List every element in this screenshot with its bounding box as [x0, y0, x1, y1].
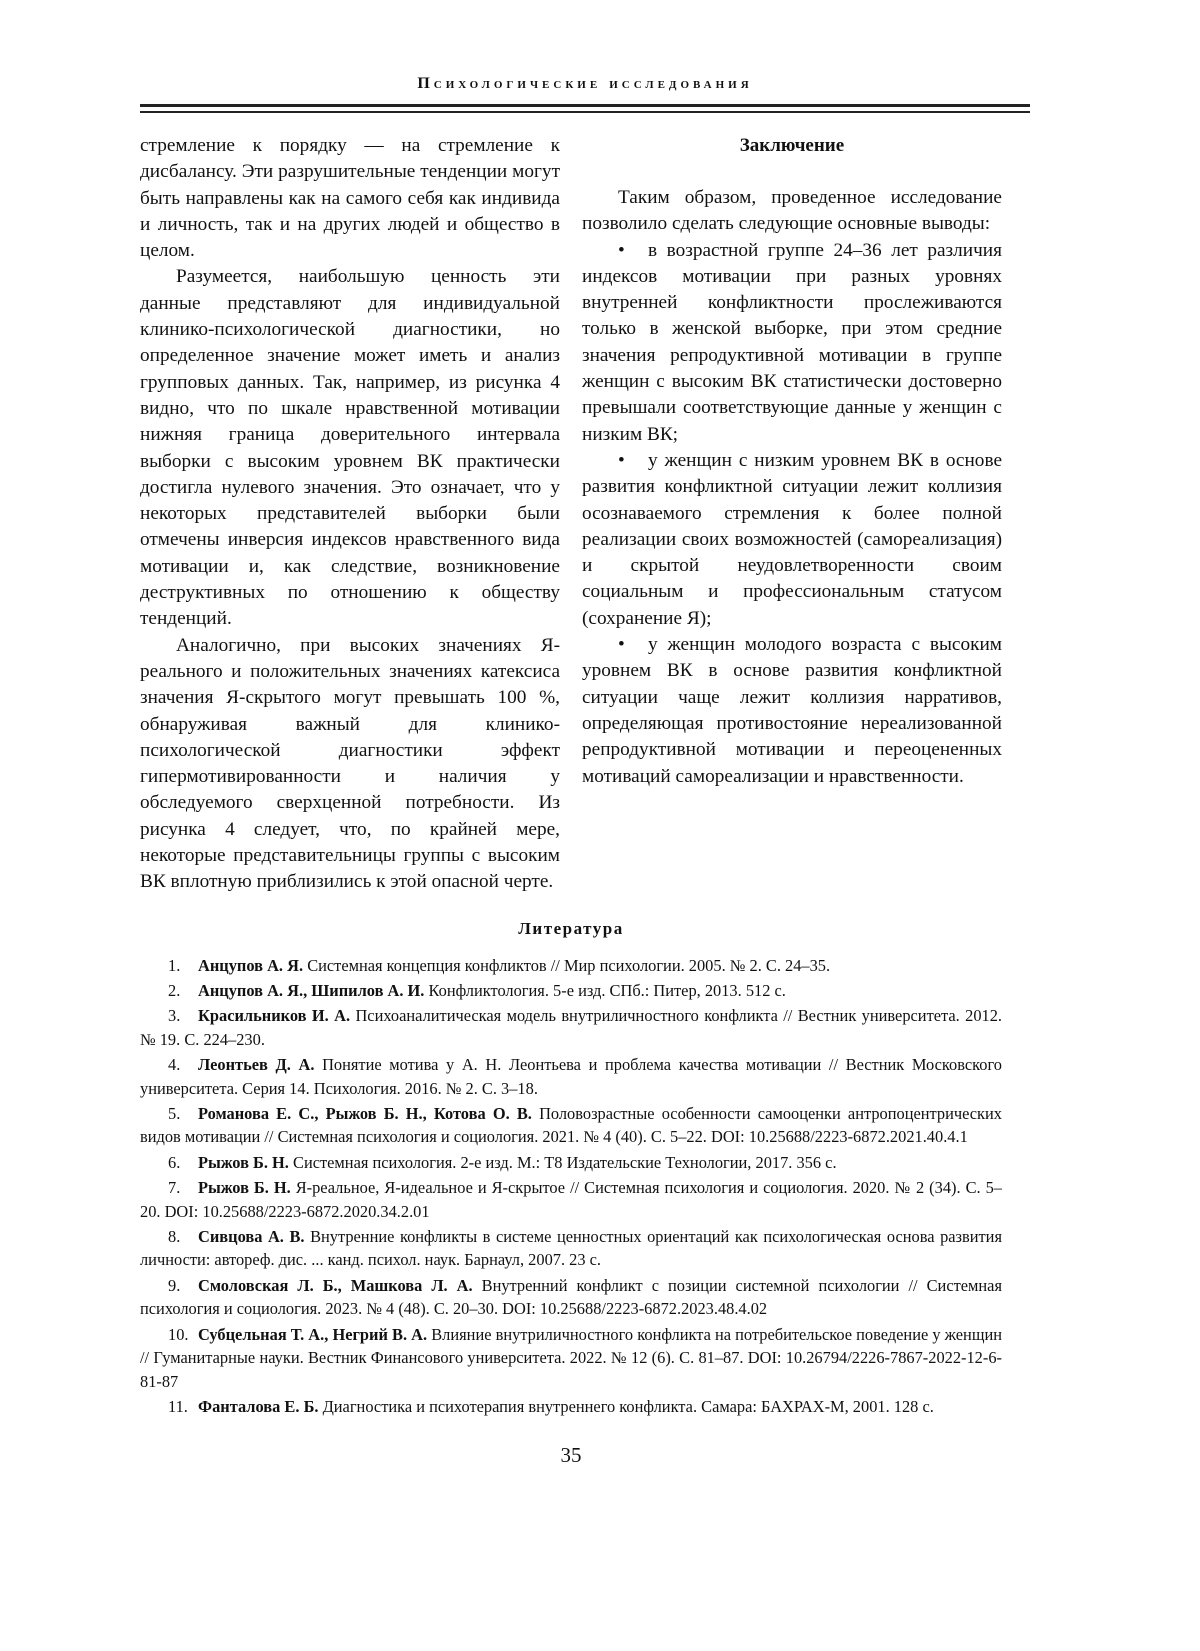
section-heading: Заключение	[582, 133, 1002, 159]
reference-text: Внутренний конфликт с позиции системной психологии // Системная психология и социология. 2023. № 4 (48). С. 20–30. DOI: 10.25688/2223-6872.2023.48.4.02	[140, 1276, 1002, 1318]
paragraph: Аналогично, при высоких значениях Я-реального и положительных значениях катексиса значения Я-скрытого могут превышать 100 %, обнаруживая важный для клинико-психологической диагностики эффект гипермотивированности и наличия у обследуемого сверхценной потребности. Из рисунка 4 следует, что, по крайней мере, некоторые представительницы группы с высоким ВК вплотную приблизились к этой опасной черте.	[140, 633, 560, 896]
bullet-item	[582, 238, 1002, 448]
page-number: 35	[140, 1442, 1002, 1508]
right-column	[582, 133, 1002, 896]
reference-authors: Анцупов А. Я., Шипилов А. И.	[198, 981, 424, 1000]
paragraph: стремление к порядку — на стремление к дисбалансу. Эти разрушительные тенденции могут быть направлены как на самого себя как индивида и личность, так и на других людей и общество в целом.	[140, 133, 560, 264]
reference-text: Психоаналитическая модель внутриличностного конфликта // Вестник университета. 2012. № 19. С. 224–230.	[140, 1006, 1002, 1048]
reference-number: 7.	[168, 1176, 198, 1199]
reference-item	[140, 1274, 1002, 1321]
reference-text: Системная психология. 2-е изд. М.: Т8 Издательские Технологии, 2017. 356 с.	[293, 1153, 837, 1172]
bullet-icon: •	[618, 448, 648, 474]
header-rule-top	[140, 104, 1030, 107]
references-list	[140, 954, 1002, 1419]
reference-text: Конфликтология. 5-е изд. СПб.: Питер, 2013. 512 с.	[429, 981, 786, 1000]
reference-number: 8.	[168, 1225, 198, 1248]
paragraph: Таким образом, проведенное исследование позволило сделать следующие основные выводы:	[582, 185, 1002, 238]
reference-number: 1.	[168, 954, 198, 977]
reference-item	[140, 1151, 1002, 1174]
paragraph: Разумеется, наибольшую ценность эти данные представляют для индивидуальной клинико-психологической диагностики, но определенное значение может иметь и анализ групповых данных. Так, например, из рисунка 4 видно, что по шкале нравственной мотивации нижняя граница доверительного интервала выборки с высоким уровнем ВК практически достигла нулевого значения. Это означает, что у некоторых представителей выборки были отмечены инверсия индексов нравственного вида мотивации и, как следствие, возникновение деструктивных по отношению к обществу тенденций.	[140, 264, 560, 632]
two-column-body	[140, 133, 1002, 896]
bullet-item	[582, 632, 1002, 790]
page	[140, 0, 1030, 1508]
reference-text: Половозрастные особенности самооценки антропоцентрических видов мотивации // Системная психология и социология. 2021. № 4 (40). С. 5–22. DOI: 10.25688/2223-6872.2021.40.4.1	[140, 1104, 1002, 1146]
reference-item	[140, 1323, 1002, 1393]
bullet-text: у женщин с низким уровнем ВК в основе развития конфликтной ситуации лежит коллизия осознаваемого стремления к более полной реализации своих возможностей (самореализация) и скрытой неудовлетворенности своим социальным и профессиональным статусом (сохранение Я);	[582, 450, 1002, 629]
reference-authors: Красильников И. А.	[198, 1006, 350, 1025]
reference-item	[140, 1176, 1002, 1223]
reference-authors: Рыжов Б. Н.	[198, 1153, 289, 1172]
reference-item	[140, 1053, 1002, 1100]
reference-item	[140, 979, 1002, 1002]
reference-authors: Рыжов Б. Н.	[198, 1178, 291, 1197]
running-head: Психологические исследования	[140, 74, 1030, 94]
left-column	[140, 133, 560, 896]
header-rule-bottom	[140, 111, 1030, 113]
reference-item	[140, 1395, 1002, 1418]
reference-number: 5.	[168, 1102, 198, 1125]
reference-text: Я-реальное, Я-идеальное и Я-скрытое // Системная психология и социология. 2020. № 2 (34). С. 5–20. DOI: 10.25688/2223-6872.2020.34.2.01	[140, 1178, 1002, 1220]
bullet-text: в возрастной группе 24–36 лет различия индексов мотивации при разных уровнях внутренней конфликтности прослеживаются только в женской выборке, при этом средние значения репродуктивной мотивации в группе женщин с высоким ВК статистически достоверно превышали соответствующие данные у женщин с низким ВК;	[582, 240, 1002, 445]
reference-authors: Романова Е. С., Рыжов Б. Н., Котова О. В.	[198, 1104, 532, 1123]
reference-text: Диагностика и психотерапия внутреннего конфликта. Самара: БАХРАХ-М, 2001. 128 с.	[323, 1397, 934, 1416]
bullet-icon: •	[618, 238, 648, 264]
reference-number: 11.	[168, 1395, 198, 1418]
reference-text: Внутренние конфликты в системе ценностных ориентаций как психологическая основа развития личности: автореф. дис. ... канд. психол. наук. Барнаул, 2007. 23 с.	[140, 1227, 1002, 1269]
reference-item	[140, 1004, 1002, 1051]
reference-number: 3.	[168, 1004, 198, 1027]
references-title: Литература	[140, 918, 1002, 940]
reference-authors: Субцельная Т. А., Негрий В. А.	[198, 1325, 427, 1344]
reference-authors: Фанталова Е. Б.	[198, 1397, 319, 1416]
reference-text: Понятие мотива у А. Н. Леонтьева и проблема качества мотивации // Вестник Московского университета. Серия 14. Психология. 2016. № 2. С. 3–18.	[140, 1055, 1002, 1097]
reference-number: 10.	[168, 1323, 198, 1346]
reference-text: Влияние внутриличностного конфликта на потребительское поведение у женщин // Гуманитарные науки. Вестник Финансового университета. 2022. № 12 (6). С. 81–87. DOI: 10.26794/2226-7867-2022-12-6-81-87	[140, 1325, 1002, 1391]
reference-item	[140, 1225, 1002, 1272]
reference-number: 9.	[168, 1274, 198, 1297]
bullet-item	[582, 448, 1002, 632]
reference-authors: Смоловская Л. Б., Машкова Л. А.	[198, 1276, 473, 1295]
reference-authors: Сивцова А. В.	[198, 1227, 305, 1246]
reference-text: Системная концепция конфликтов // Мир психологии. 2005. № 2. С. 24–35.	[307, 956, 830, 975]
reference-number: 2.	[168, 979, 198, 1002]
reference-authors: Анцупов А. Я.	[198, 956, 303, 975]
reference-number: 4.	[168, 1053, 198, 1076]
bullet-icon: •	[618, 632, 648, 658]
reference-item	[140, 954, 1002, 977]
reference-number: 6.	[168, 1151, 198, 1174]
bullet-text: у женщин молодого возраста с высоким уровнем ВК в основе развития конфликтной ситуации чаще лежит коллизия нарративов, определяющая противостояние нереализованной репродуктивной мотивации и переоцененных мотиваций самореализации и нравственности.	[582, 634, 1002, 786]
reference-authors: Леонтьев Д. А.	[198, 1055, 314, 1074]
reference-item	[140, 1102, 1002, 1149]
